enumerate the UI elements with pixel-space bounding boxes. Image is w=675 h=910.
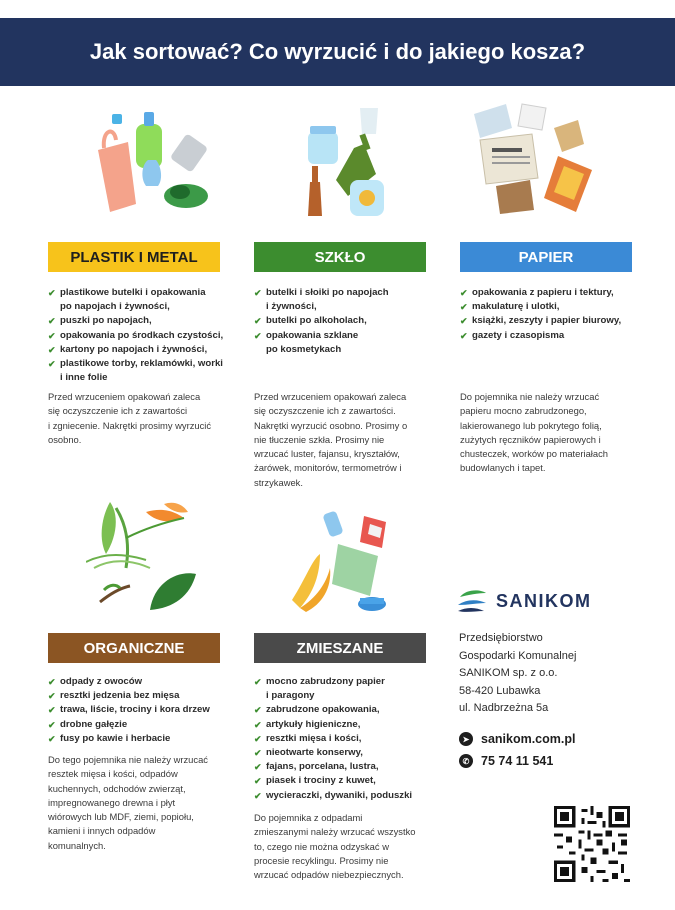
category-header-zmieszane: ZMIESZANE [254,633,426,663]
list-item: ✔ fusy po kawie i herbacie [48,732,238,746]
page-title: Jak sortować? Co wyrzucić i do jakiego kosza? [89,39,586,64]
list-item: ✔ odpady z owoców [48,675,238,689]
papier-description: Do pojemnika nie należy wrzucać papieru mocno zabrudzonego, lakierowanego lub pokrytego folią, zużytych ręczników papierowych i chusteczek, worków po materiałach budowlanych i tapet. [460,391,608,474]
plastik-items-list [48,286,238,385]
website-contact[interactable] [459,732,575,746]
logo-text: SANIKOM [496,590,592,611]
website-link[interactable]: sanikom.com.pl [481,732,576,746]
list-item: ✔ plastikowe butelki i opakowania po napojach i żywności, [48,286,238,314]
list-item: ✔ piasek i trociny z kuwet, [254,774,444,788]
list-item: ✔ resztki jedzenia bez mięsa [48,689,238,703]
organiczne-description: Do tego pojemnika nie należy wrzucać resztek mięsa i kości, odpadów kuchennych, odchodów zwierząt, impregnowanego drewna i płyt wiórowych lub MDF, ziemi, popiołu, kamieni i innych odpadów komunalnych. [48,754,208,851]
list-item: ✔ opakowania szklane po kosmetykach [254,329,444,357]
list-item: ✔ kartony po napojach i żywności, [48,343,238,357]
list-item: ✔ wycieraczki, dywaniki, poduszki [254,789,444,803]
list-item: ✔ resztki mięsa i kości, [254,732,444,746]
plastik-description: Przed wrzuceniem opakowań zaleca się oczyszczenie ich z zawartości i zgniecenie. Nakrętki prosimy wyrzucić osobno. [48,391,212,445]
zmieszane-description: Do pojemnika z odpadami zmieszanymi należy wrzucać wszystko to, czego nie można odzyskać w procesie recyklingu. Prosimy nie wrzucać odpadów niebezpiecznych. [254,812,416,881]
list-item: ✔ nieotwarte konserwy, [254,746,444,760]
papier-items-list [460,286,660,343]
list-item: ✔ plastikowe torby, reklamówki, worki i inne folie [48,357,238,385]
list-item: ✔ książki, zeszyty i papier biurowy, [460,314,660,328]
list-item: ✔ opakowania po środkach czystości, [48,329,238,343]
company-address: Przedsiębiorstwo Gospodarki Komunalnej SANIKOM sp. z o.o. 58-420 Lubawka ul. Nadbrzeżna 5a [459,632,577,715]
phone-icon: ✆ [459,754,473,768]
list-item: ✔ butelki i słoiki po napojach i żywności, [254,286,444,314]
list-item: ✔ mocno zabrudzony papier i paragony [254,675,444,703]
list-item: ✔ drobne gałęzie [48,718,238,732]
list-item: ✔ trawa, liście, trociny i kora drzew [48,703,238,717]
phone-number: 75 74 11 541 [481,754,554,768]
szklo-items-list [254,286,444,357]
list-item: ✔ artykuły higieniczne, [254,718,444,732]
category-header-organiczne: ORGANICZNE [48,633,220,663]
arrow-right-icon: ➤ [459,732,473,746]
list-item: ✔ makulaturę i ulotki, [460,300,660,314]
list-item: ✔ fajans, porcelana, lustra, [254,760,444,774]
paper-waste-illustration [466,100,600,220]
category-header-plastik: PLASTIK I METAL [48,242,220,272]
organic-waste-illustration [86,498,206,616]
list-item: ✔ butelki po alkoholach, [254,314,444,328]
phone-contact [459,754,553,768]
sanikom-logo [456,586,626,616]
glass-waste-illustration [298,104,398,222]
list-item: ✔ gazety i czasopisma [460,329,660,343]
sanikom-logo-icon [456,587,488,615]
qr-code [554,806,630,882]
list-item: ✔ puszki po napojach, [48,314,238,328]
list-item: ✔ opakowania z papieru i tektury, [460,286,660,300]
zmieszane-items-list [254,675,444,803]
plastic-metal-waste-illustration [88,100,218,218]
category-header-papier: PAPIER [460,242,632,272]
list-item: ✔ zabrudzone opakowania, [254,703,444,717]
mixed-waste-illustration [286,508,398,620]
organiczne-items-list [48,675,238,746]
page-header [0,18,675,86]
category-header-szklo: SZKŁO [254,242,426,272]
szklo-description: Przed wrzuceniem opakowań zaleca się oczyszczenie ich z zawartości. Nakrętki wyrzucić osobno. Prosimy o nie tłuczenie szkła. Prosimy nie wrzucać luster, fajansu, kryształów, żarówek, monitorów, termometrów i strzykawek. [254,391,408,488]
